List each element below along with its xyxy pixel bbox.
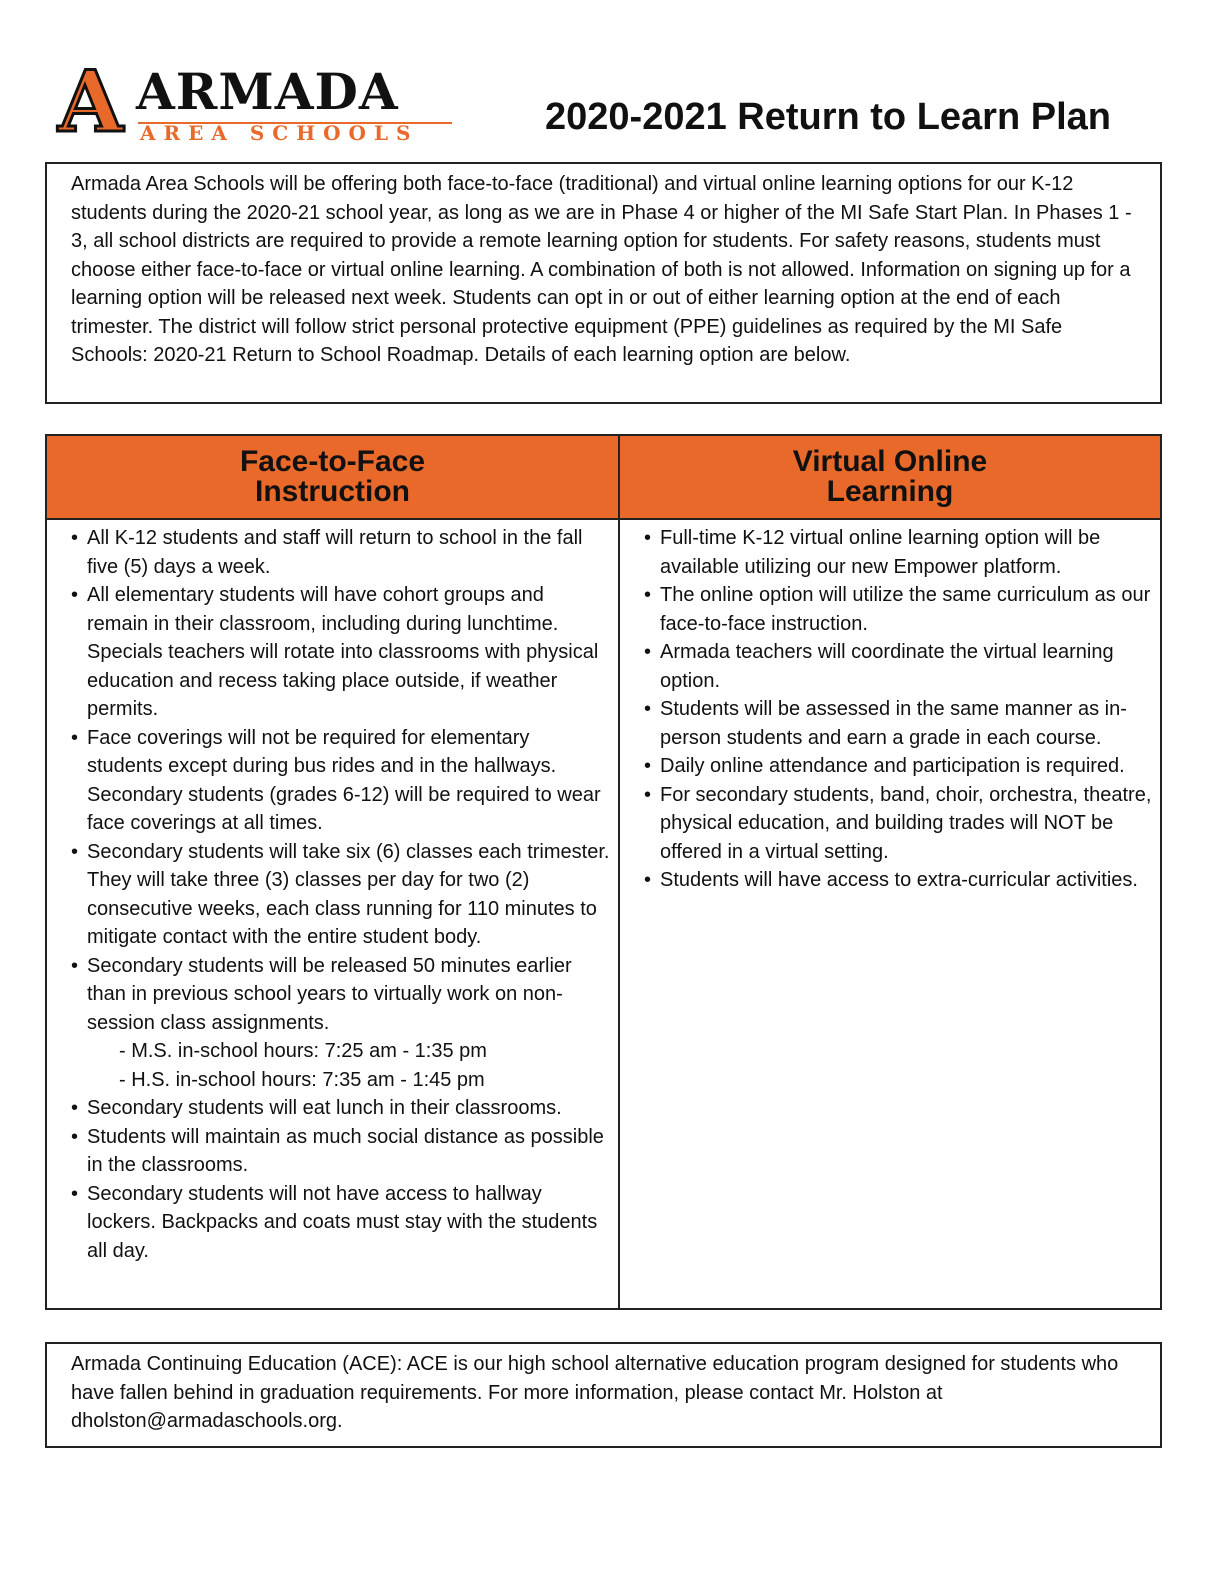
list-item: • All K-12 students and staff will return to school in the fall five (5) days a week.: [71, 524, 610, 581]
heading-line: Instruction: [255, 475, 410, 508]
logo-letter-a: A: [58, 52, 124, 151]
heading-line: Learning: [826, 475, 954, 508]
ms-hours: - M.S. in-school hours: 7:25 am - 1:35 pm: [119, 1040, 487, 1062]
heading-line: Face-to-Face: [239, 445, 426, 478]
list-item: • Face coverings will not be required for elementary students except during bus rides and in the hallways. Secondary students (grades 6-12) will be required to wear face coverings at all times.: [71, 724, 610, 838]
intro-box: [45, 162, 1162, 404]
ace-info-text: Armada Continuing Education (ACE): ACE is our high school alternative education program designed for students who have fallen behind in graduation requirements. For more information, please contact Mr. Holston at dholston@armadaschools.org.: [71, 1353, 1119, 1432]
list-item: • Students will maintain as much social distance as possible in the classrooms.: [71, 1123, 610, 1180]
face-to-face-heading: [47, 436, 618, 520]
virtual-list: [644, 524, 1152, 895]
virtual-column: [620, 436, 1160, 1308]
face-to-face-column: [47, 436, 620, 1308]
hs-hours: - H.S. in-school hours: 7:35 am - 1:45 pm: [119, 1068, 485, 1091]
face-to-face-list-cont: [71, 1094, 610, 1265]
list-item: • Secondary students will be released 50 minutes earlier than in previous school years to virtually work on non-session class assignments.: [71, 952, 610, 1038]
logo-wordmark: ARMADA: [136, 62, 399, 121]
list-item: • The online option will utilize the same curriculum as our face-to-face instruction.: [644, 581, 1152, 638]
virtual-heading: [620, 436, 1160, 520]
logo-subtitle: AREA SCHOOLS: [140, 121, 419, 145]
list-item: • Secondary students will not have access to hallway lockers. Backpacks and coats must stay with the students all day.: [71, 1180, 610, 1266]
list-item: • Secondary students will take six (6) classes each trimester. They will take three (3) classes per day for two (2) consecutive weeks, each class running for 110 minutes to mitigate contact with the entire student body.: [71, 838, 610, 952]
list-item: • Students will have access to extra-curricular activities.: [644, 866, 1152, 895]
list-item: • Full-time K-12 virtual online learning option will be available utilizing our new Empower platform.: [644, 524, 1152, 581]
list-item: • For secondary students, band, choir, orchestra, theatre, physical education, and building trades will NOT be offered in a virtual setting.: [644, 781, 1152, 867]
list-item: • Secondary students will eat lunch in their classrooms.: [71, 1094, 610, 1123]
page-title: 2020-2021 Return to Learn Plan: [545, 96, 1111, 138]
list-item: • All elementary students will have cohort groups and remain in their classroom, including during lunchtime. Specials teachers will rotate into classrooms with physical education and recess taking place outside, if weather permits.: [71, 581, 610, 724]
armada-logo: [58, 52, 458, 151]
heading-line: Virtual Online: [792, 445, 988, 478]
list-item: • Daily online attendance and participation is required.: [644, 752, 1152, 781]
face-to-face-body: [47, 520, 618, 1265]
ace-info-box: [45, 1342, 1162, 1448]
learning-options-table: [45, 434, 1162, 1310]
intro-text: Armada Area Schools will be offering both face-to-face (traditional) and virtual online learning options for our K-12 students during the 2020-21 school year, as long as we are in Phase 4 or higher of the MI Safe Start Plan. In Phases 1 - 3, all school districts are required to provide a remote learning option for students. For safety reasons, students must choose either face-to-face or virtual online learning. A combination of both is not allowed. Information on signing up for a learning option will be released next week. Students can opt in or out of either learning option at the end of each trimester. The district will follow strict personal protective equipment (PPE) guidelines as required by the MI Safe Schools: 2020-21 Return to School Roadmap. Details of each learning option are below.: [71, 173, 1132, 366]
list-item: • Armada teachers will coordinate the virtual learning option.: [644, 638, 1152, 695]
list-item: • Students will be assessed in the same manner as in-person students and earn a grade in each course.: [644, 695, 1152, 752]
face-to-face-list: [71, 524, 610, 1037]
virtual-body: [620, 520, 1160, 895]
